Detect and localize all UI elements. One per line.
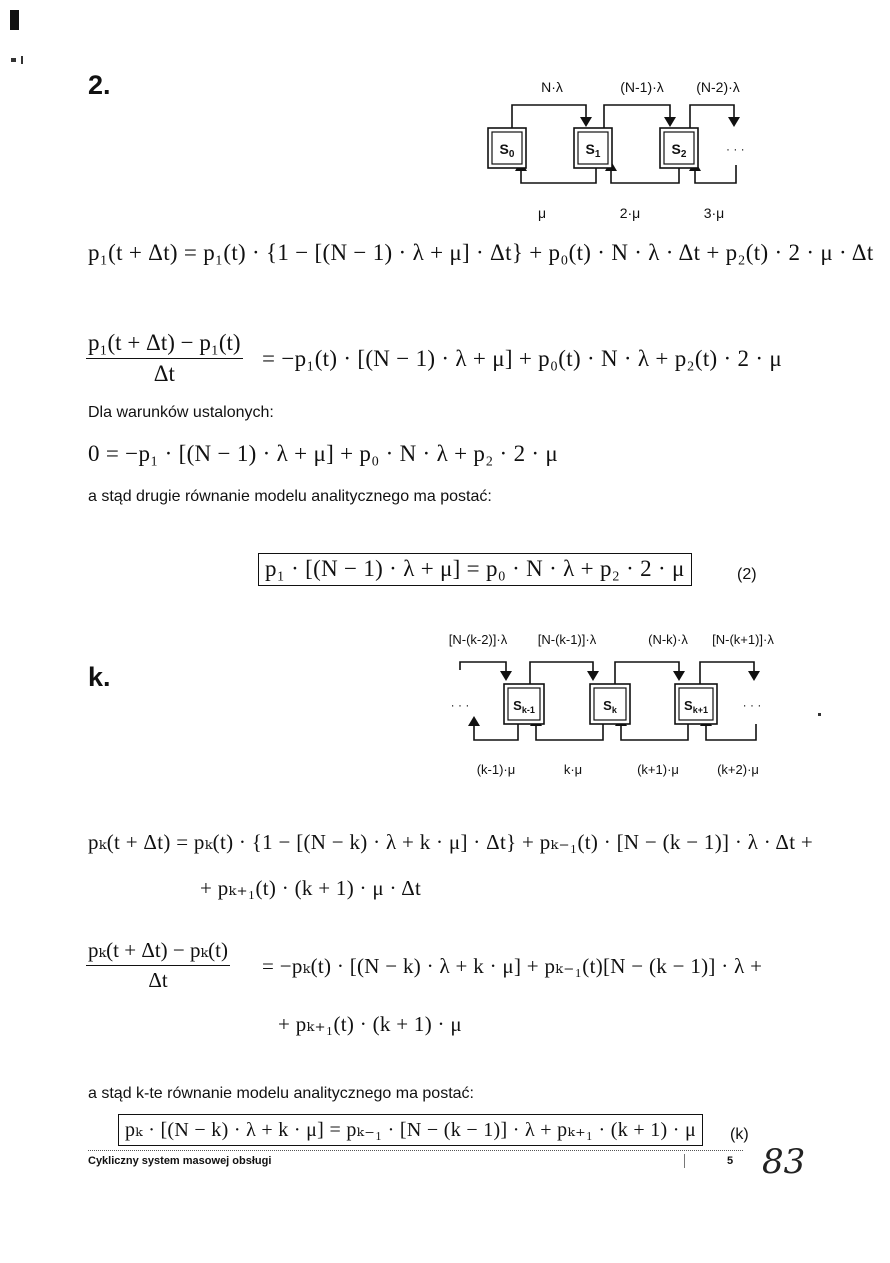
- top-rate-2: (N-2)·λ: [696, 79, 740, 95]
- difference-equation-rhs-2: = −p₁(t) · [(N − 1) · λ + μ] + p₀(t) · N · λ + p₂(t) · 2 · μ: [262, 346, 783, 371]
- top-rate-k-3: [N-(k+1)]·λ: [712, 632, 774, 647]
- backward-arc-next-k+1: [706, 724, 756, 740]
- equation-number-2: (2): [737, 566, 757, 583]
- difference-equation-rhs-k-line2: + pₖ₊₁(t) · (k + 1) · μ: [278, 1012, 462, 1036]
- difference-equation-rhs-k: = −pₖ(t) · [(N − k) · λ + k · μ] + pₖ₋₁(t)[N − (k − 1)] · λ +: [262, 954, 763, 978]
- forward-arc-prev-k-1: [460, 662, 506, 671]
- section-k-heading: k.: [88, 662, 111, 692]
- state-label-s0: $S_0$: [499, 141, 515, 160]
- state-box-sk+1: [675, 684, 717, 724]
- bottom-rate-k-2: (k+1)·μ: [637, 762, 679, 777]
- fraction-numerator: p₁(t + Δt) − p₁(t): [86, 330, 243, 359]
- bottom-rate-0: μ: [537, 205, 547, 221]
- fraction-denominator: Δt: [153, 361, 175, 386]
- state-label-sk-1: $S_{k-1}$: [513, 698, 535, 715]
- fraction-numerator-k: pₖ(t + Δt) − pₖ(t): [86, 938, 230, 966]
- state-diagram-k: [430, 622, 800, 787]
- scan-mark-small: [11, 58, 16, 62]
- model-sentence-k: a stąd k-te równanie modelu analitycznego ma postać:: [88, 1085, 474, 1102]
- difference-quotient-2: [86, 330, 243, 387]
- state-label-s1: $S_1$: [585, 141, 601, 160]
- top-rate-k-1: [N-(k-1)]·λ: [537, 632, 597, 647]
- bottom-rate-k-3: (k+2)·μ: [717, 762, 759, 777]
- footer-page-number: 5: [727, 1155, 734, 1167]
- scan-dot: [818, 713, 821, 716]
- section-2-heading: 2.: [88, 70, 111, 100]
- footer-rule: [88, 1150, 743, 1151]
- steady-state-label: Dla warunków ustalonych:: [88, 404, 274, 421]
- diagram-ellipsis-right: · · ·: [742, 698, 762, 712]
- boxed-model-equation-2: p₁ · [(N − 1) · λ + μ] = p₀ · N · λ + p₂ · 2 · μ: [258, 553, 692, 586]
- footer-separator: [684, 1154, 685, 1168]
- fraction-denominator-k: Δt: [148, 968, 168, 992]
- top-rate-k-2: (N-k)·λ: [648, 632, 688, 647]
- top-rate-k-0: [N-(k-2)]·λ: [448, 632, 508, 647]
- top-rate-1: (N-1)·λ: [620, 79, 664, 95]
- diagram-ellipsis: · · ·: [726, 142, 745, 156]
- scan-mark-small: [21, 56, 23, 64]
- footer-title: Cykliczny system masowej obsługi: [88, 1155, 272, 1167]
- model-sentence-2: a stąd drugie równanie modelu analitycznego ma postać:: [88, 488, 492, 505]
- handwritten-page-number: 83: [762, 1142, 806, 1182]
- bottom-rate-1: 2·μ: [619, 205, 641, 221]
- scan-mark: [10, 10, 19, 30]
- backward-arc-next-2: [695, 165, 736, 183]
- state-label-s2: $S_2$: [671, 141, 687, 160]
- state-label-sk: $S_k$: [603, 698, 617, 715]
- bottom-rate-2: 3·μ: [703, 205, 725, 221]
- state-label-sk+1: $S_{k+1}$: [684, 698, 708, 715]
- boxed-model-equation-k: pₖ · [(N − k) · λ + k · μ] = pₖ₋₁ · [N − (k − 1)] · λ + pₖ₊₁ · (k + 1) · μ: [118, 1114, 703, 1146]
- difference-quotient-k: [86, 938, 230, 993]
- balance-equation-1: p₁(t + Δt) = p₁(t) · {1 − [(N − 1) · λ + μ] · Δt} + p₀(t) · N · λ · Δt + p₂(t) · 2 · μ · Δt: [88, 240, 874, 265]
- balance-equation-k-line2: + pₖ₊₁(t) · (k + 1) · μ · Δt: [200, 876, 422, 900]
- top-rate-0: N·λ: [541, 79, 563, 95]
- equation-number-k: (k): [730, 1126, 749, 1143]
- steady-state-equation-2: 0 = −p₁ · [(N − 1) · λ + μ] + p₀ · N · λ + p₂ · 2 · μ: [88, 441, 559, 466]
- balance-equation-k-line1: pₖ(t + Δt) = pₖ(t) · {1 − [(N − k) · λ + k · μ] · Δt} + pₖ₋₁(t) · [N − (k − 1)] · λ · Δt +: [88, 830, 814, 854]
- bottom-rate-k-1: k·μ: [563, 762, 583, 777]
- diagram-ellipsis-left: · · ·: [450, 698, 470, 712]
- bottom-rate-k-0: (k-1)·μ: [476, 762, 516, 777]
- state-diagram-2: [470, 70, 770, 230]
- state-box-sk-1: [504, 684, 544, 724]
